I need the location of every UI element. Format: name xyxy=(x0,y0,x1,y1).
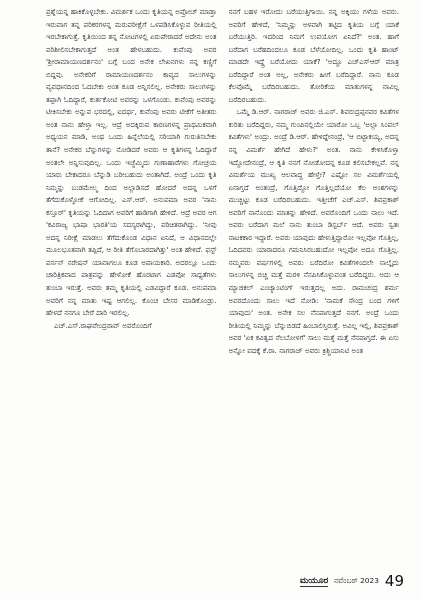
paragraph: ಒಮ್ಮೆ ಡಿ.ಆರ್. ನಾಗರಾಜ್ ಅವರು ಜಿ.ಎಸ್. ಶಿವರುದ್ರಪ್ಪನವರ ಕವಿತೆಗಳ ಕುರಿತು ಬರೆದಿದ್ದರು, ನಮ್ಮ ಗುಂಪಿನಲ್ಲಿಯೇ ಯಾರೋ ಒಬ್ಬ 'ಅಲ್ಲಾ ಸಿಂಪಲ್ ಕವಿತೆಗಳು' ಅಂದ್ರು. ಅಂದ್ರೆ ಡಿ.ಆರ್. ಹೇಳಿದ್ದೇನಂದ್ರೆ, 'ಆ ಬಿಟ್ಟಾಕಯ್ಯ, ಅದನ್ನ ನನ್ನ ವಿಮರ್ಶೆ ಹೇಗಿದೆ ಹೇಳು?' ಅಂತ. ನಾನು ಕೇಳಿಸಿಕೊಳ್ತಾ ಇದ್ದೋದೇನಂದ್ರೆ, ಆ ಕೃತಿ ನನಗೆ ನೋಡೋದನ್ನ ಕೂಡ ಕಲಿಸಬೇಕಲ್ಲವೆ. ನನ್ನ ವಿಮರ್ಶೆಯ ಮುಖ್ಯ ಆಲವಾದ್ಧ ಹೇಳ್ತೇ? ಎಷ್ಟೋ ಸಲ ವಿಮರ್ಶೆಯಲ್ಲಿ ಏನಾಗ್ತದೆ ಅಂತಂದ್ರೆ, ಗೊತ್ತಿದ್ದೋ ಗೊತ್ತಿಲ್ಲದೆಯೋ ಕೆಲ ಅಂಶಗಳನ್ನು ಮುಚ್ಚಿಟ್ಟು ಕೂಡ ಬರೆದಿರಬಹುದು. ಇತ್ತೀಚೆಗೆ ಎಚ್.ಎಸ್. ಶಿವಪ್ರಕಾಶ್ ಅವರಿಗೆ ನಾನೊಂದು ಮಾತನ್ನು ಹೇಳಿದೆ. ಅವರೊಂದಿಗೆ ಒಂದು ನಾಲು ಇದೆ. ಅವರು ಬರೆದಾಗ ಮಲೆ ನಾನು ತುಂಬಾ ಡಿಸ್ಟರ್ಬ್ ಆದೆ. ಅವರು ಸ್ವತಃ ನಾಟಕಕಾರ ಇದ್ದಾರೆ. ಅವರು ಯಾವುದು ಹೇಳುತ್ತಿದ್ದಾರೋ ಇಲ್ಲವೋ ಗೊತ್ತಿಲ್ಲ, ಓದಿದವರು ಯಾರಾದರೂ ಗಮನಿಸಿರಬಹುದೋ ಇಲ್ಲವೋ ಅದೂ ಗೊತ್ತಿಲ್ಲ. ನಮ್ಮವರು ವರ್ಷಗಳಲ್ಲಿ ಅವರು ಬರೆದಿರೋ ಕವಿತೆಗಳಿಂದಲೇ ನಾಲ್ಕೈದು ಸಾಲುಗಳನ್ನ ಬಿಚ್ಚಿ ಮತ್ತೆ ಮರಳಿ ನೆನಪಿಸಿಕೊಳ್ಳುವಂತ ಬರೆದಿದ್ದರು. ಅದು ಆ ಮ್ಯಾಜಿಕಲ್ ಎಂಚ್ಯಾಂಟಿಂಗ್ ಇರುತ್ತದಲ್ಲ ಅದು. ರಾಮಚಂದ್ರ ಶರ್ಮ ಅವರದೊಂದು ಸಾಲು ಇದೆ ನೋಡಿ: 'ನಾಮಕೆ ಸೌಂದ್ರ ಬಂದ ಗಳಿಗೆ ಯಾವುದು' ಅಂತ. ಅನೇಕ ಸಲ ನೆನಪಾಗುತ್ತದೆ ನನಗೆ. ಅಂದ್ರೆ ಒಂದು ರೀತಿಯಲ್ಲಿ ನಿಮ್ಮನ್ನು ಬೆನ್ನುಬಿಡದೆ ಹಿಂಬಾಲಿಸ್ತಿರುತ್ತೆ. ಅವಿಲ್ಲ ಇಲ್ಲಿ, ಶಿವಪ್ರಕಾಶ್ ಅವರ 'ಏಕ ಕವಿತ್ವದ ನೆಲಬೋಳಗೆ' ಸಾಲು ಮತ್ತೆ ಮತ್ತೆ ನೆನಪಾಗ್ತದೆ. ಈ ಏಸು ಅನ್ನೋ ಪದಕ್ಕೆ ಕೆ.ರಾ. ನಾಗರಾಜ್ ಅವರು ಕ್ರಿಶ್ಚಿಯಾನಿಟಿ ಅಂತ xyxy=(228,107,399,355)
paragraph: ನನಗೆ ಬಹಳ ಇರೋದು ಬರೆಯುತ್ತಿಗಾಯಿ. ನನ್ನ ಅಕ್ಕಿಯು ಗಳೆಯ ಅವರು. ಅವರಿಗೆ ಹೇಳಿದೆ, 'ನಿಮ್ಮನ್ನು ಅಳವಾಗಿ ತಟ್ಟಿದ ಕೃತಿಯ ಬಗ್ಗೆ ಯಾಕೆ ಬರೆಯುತ್ತಿರಿ. ಇದರಿಂದ ನಿಮಗೆ ಉಪಯೋಗ ಏನಿದೆ?' ಅಂತ. ಹಾಗೆ ಬರೆದಾಗ ಬರೆಹದಿಂದಲೂ ಕೂಡ ಬೆಳೆಯೋದಿಲ್ಲ. ಒಂದು ಕೃತಿ ಹಾಂಟ್ ಮಾಡದೇ ಇದ್ದ್ರೆ ಬರೆಯೋದು ಯಾಕೆ? 'ಅದ್ದೂ ಎಚ್‌ಎಸ್‌ಆರ್ ಮಾತ್ರ ಬರೆದಿದ್ದಾರೆ ಅಂತ ಅಲ್ಲ, ಅನೇಕರು ಹೀಗೆ ಬರೆದಿದ್ದಾರೆ. ನಾನು ಕೂಡ ಕೆಲವೊಮ್ಮೆ ಬರೆದಿರಬಹುದು. ತೋರಿಕೆಯ ಮಾತುಗಳನ್ನ ನಾವಿಲ್ಲ ಬರೆದಿರಬಹುದು. xyxy=(228,7,399,104)
paragraph: ಪ್ರಶ್ನೆಯನ್ನ ಹಾಕಿಕೊಳ್ಳಬೇಕು. ವಿಮರ್ಶಕ ಒಂದು ಕೃತಿಯನ್ನ ಅಪ್ರೋಚ್ ಮಾಡ್ತಾ ಇರುವಾಗ ತನ್ನ ಪರಿಕರಗಳನ್ನ ಮರುಪರೀಕ್ಷೆಗೆ ಒಳಪಡಿಸಿಕೊಳ್ಳುವ ರೀತಿಯಲ್ಲಿ ಇರಬೇಕಾಗುತ್ತೆ. ಕೃತಿಯಿಂದ ತನ್ನ ನೋಟಗಳಲ್ಲಿ ಏರುಪೇರಾದರೆ ಅದೇನು ಅಂತ ಪರಿಶೀಲಿಸಬೇಕಾಗುತ್ತದೆ ಅಂತ ಹೇಳಬಹುದು. ಕುವೆಂಪು ಅವರ 'ಶ್ರೀರಾಮಾಯಣದರ್ಶನಂ' ಬಗ್ಗೆ ಬಂದ ಅನೇಕ ಲೇಖನಗಳು ನನ್ನ ಕಣ್ಣಿಗೆ ಬಿದ್ದವು. ಅನೇಕರಿಗೆ ರಾಮಾಯಣದರ್ಶನಂ ಕಾವ್ಯದ ಸಾಲುಗಳನ್ನು ವ್ಯವಧಾನದಿಂದ ಓದಬೇಕು ಅಂತ ಕೂಡ ಅನ್ನಿಸಲಿಲ್ಲ. ಅನೇಕರು ಸಾಲುಗಳನ್ನು ತಪ್ಪಾಗಿ ಓದಿದ್ದಾರೆ, ಕುರ್ತಕೋಟಿ ಅವರನ್ನು ಒಳಗೊಂಡು. ಕುವೆಂಪು ಅವರನ್ನು ಟೀಕಿಸಬೇಕು ಅನ್ನುವ ಭರದಲ್ಲಿ, ಐದರ್ಥ, ಕುವೆಂಪು ಅವರು ಟೀಕೆಗೆ ಅತೀತರು ಅಂತ ನಾನು ಹೇಳ್ತಾ ಇಲ್ಲ. ಆದ್ರೆ ಅದಕ್ಕಿರುವ ಕಾರಣಗಳನ್ನ ಪ್ರಾಥಮಿಕವಾಗಿ ಅಧ್ಯಯನ ಮಾಡಿ, ಅಂಥ ಒಂದು ಹಿನ್ನೆಲೆಯಲ್ಲಿ ಸರಿಯಾಗಿ ಗುರುತಿಸಬೇಕು ತಾನೆ? ಅನೇಕರ ಬೆನ್ನುಗಳನ್ನು ನೋಡಿದರೆ ಅವರು ಆ ಕೃತಿಗಳನ್ನ ಓದಿದ್ದಾರೆ ಅಂತಲೇ ಅನ್ನಿಸುವುದಿಲ್ಲ. ಒಂದು ಇಜ್ಜೆಮ್ಮಿದು ಗುಣಾಹಾರೆಗಳು ಗೋಚ್ರಯ ಯಾರು ಬೇಕಾದರೂ ಬೆನ್ನುಡಿ ಬರೀಬಹುದು ಅಂತಾಗಿದೆ. ಅಂದ್ರೆ ಒಂದು ಕೃತಿ ನಿಮ್ಮನ್ನು ಬುಡಮೇಲ್ಮ ದಿಂದ ಅಲ್ಲಾಡಿಸದೆ ಹೋದರೆ ಅದನ್ನ ಒಳಗೆ ತೆಗೆದುಕೊಳ್ಳೋಕೆ ಆಗೋದಿಲ್ಲ. ಎಸ್.ಆರ್. ಅನುಪಮಾ ಅವರ 'ನಾನು ಕಸ್ತೂರ್' ಕೃತಿಯನ್ನು ಓದಿದಾಗ ಅವರಿಗೆ ಹಾಡಿಗಾಗಿ ಹೇಳಿದೆ. ಆದ್ರೆ ಅವರ ಆಗ 'ಕವಿರಾಜ್ಯ ಭಾಷಾ ಭಾರತಿ'ಯ ಸದಸ್ಯರಾಗಿದ್ದು, ಪರಿಚಿತರಾಗಿದ್ದು. 'ನೀವು ಅದನ್ನ ನಿರೀಕ್ಷೆ ಮಾಡಲು ತೆಗೆದುಕೊಂಡ ವಿಧಾನ ಏನಿದೆ, ಆ ವಿಧಾನದಲ್ಲೇ ಮೂಲಭೂತವಾಗಿ ತಪ್ಪಿದೆ, ಆ ರೀತಿ ತೆಗೊಬಾರದಾಗಿತ್ತು' ಅಂತ ಹೇಳಿದೆ. ಫಸ್ಟ್ ಪರ್ಸನ್ ನರೇಷನ್ ಯಾವಾಗಲೂ ಕೂಡ ಅಪಾಯಕಾರಿ. ಅದರಲ್ಲೂ ಒಂದು ಚಾರಿತ್ರಿಕವಾದ ಪಾತ್ರವನ್ನು ಹೇಳೋಕೆ ಹೊರಟಾಗ ಎಡವೋ ಸಾಧ್ಯತೆಗಳು ತುಂಬಾ ಇರುತ್ತೆ. ಅವರು ತಮ್ಮ ಕೃತಿಯಲ್ಲಿ ಎಡವಿದ್ದಾರೆ ಕೂಡ. ಅನುಪಮಾ ಅವರಿಗೆ ನನ್ನ ಮಾತು ಇಷ್ಟ ಆಗಲಿಲ್ಲ. ಕೊಂಚ ಬೇಸರ ಮಾಡಿಕೊಂಡ್ರು. ಹೇಳದೆ ನನಗೂ ಬೇರೆ ದಾರಿ ಇರಲಿಲ್ಲ. xyxy=(46,7,217,318)
page-number: 49 xyxy=(384,571,404,590)
left-column xyxy=(46,6,217,562)
magazine-name: ಮಯೂರ xyxy=(299,575,329,586)
right-column xyxy=(229,6,400,562)
issue-date: ನವೆಂಬರ್ 2023 xyxy=(334,576,379,585)
page-footer xyxy=(214,571,404,591)
paragraph: ಎಚ್.ಎಸ್.ರಾಘವೇಂದ್ರರಾವ್ ಅವರೊಂದಿಗೆ xyxy=(54,320,152,330)
article-body xyxy=(46,6,399,562)
